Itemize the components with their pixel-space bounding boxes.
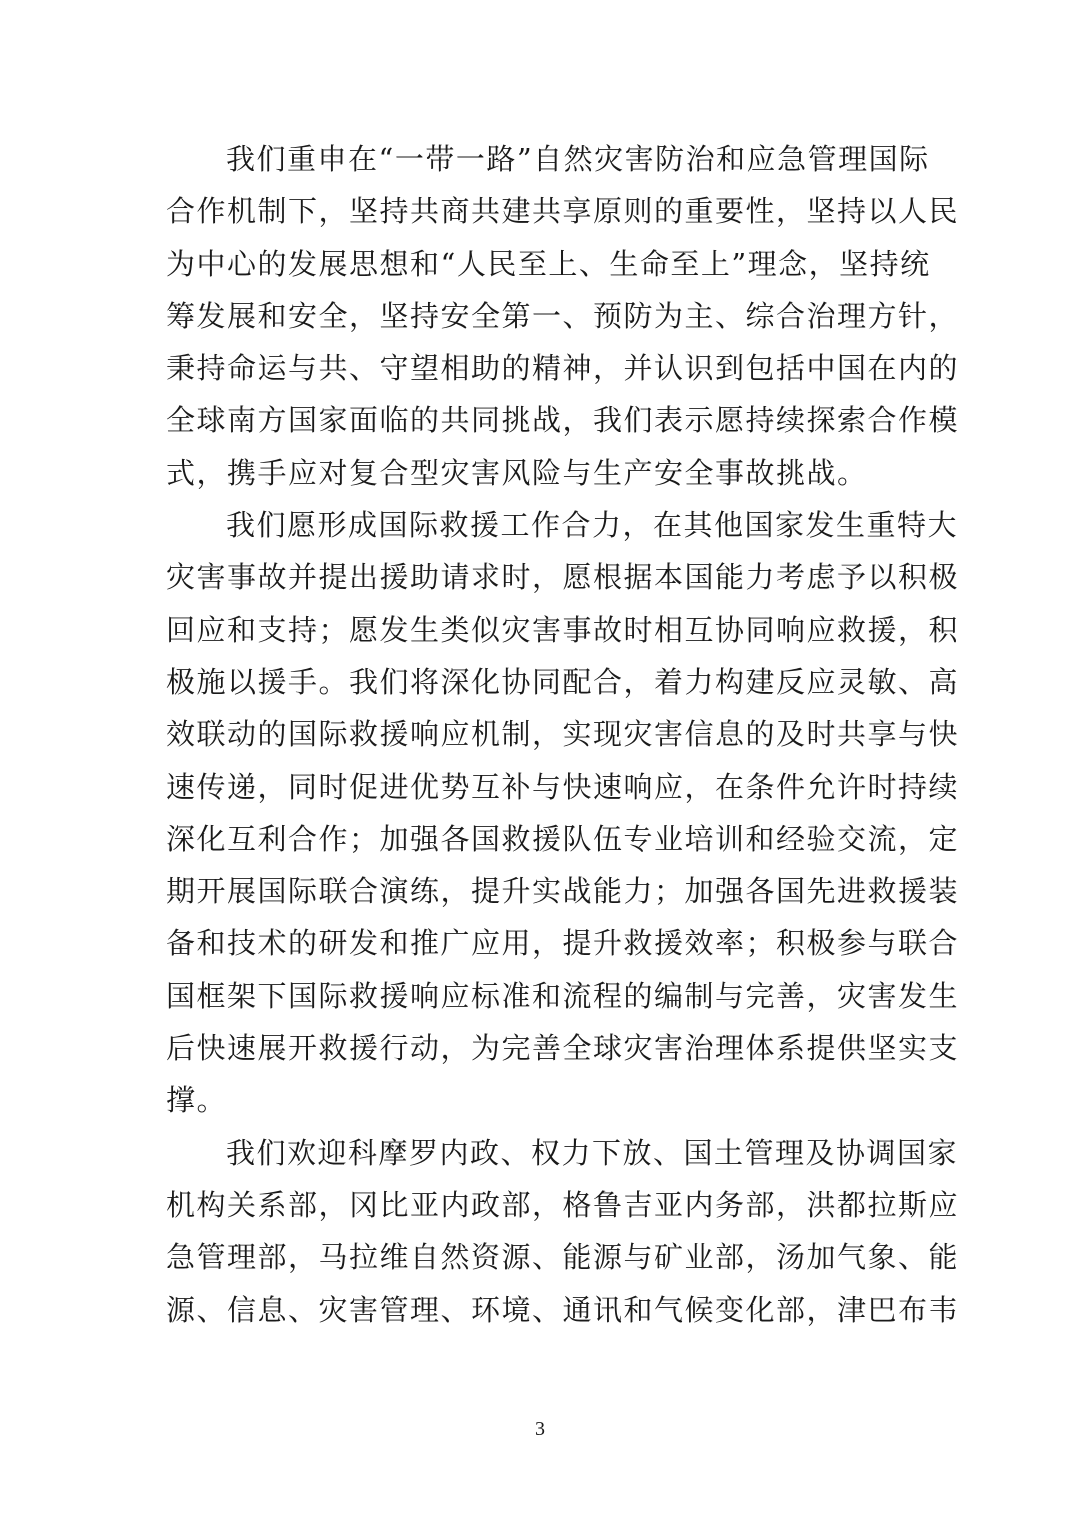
text-line: 式，携手应对复合型灾害风险与生产安全事故挑战。 — [166, 455, 868, 490]
text-line: 秉持命运与共、守望相助的精神，并认识到包括中国在内的 — [166, 351, 960, 386]
paragraph-3 — [166, 1127, 960, 1336]
text-line: 速传递，同时促进优势互补与快速响应，在条件允许时持续 — [166, 769, 960, 804]
text-line: 我们愿形成国际救援工作合力，在其他国家发生重特大 — [226, 508, 959, 543]
text-line: 我们重申在“一带一路”自然灾害防治和应急管理国际 — [226, 142, 930, 176]
text-line: 灾害事故并提出援助请求时，愿根据本国能力考虑予以积极 — [166, 560, 960, 595]
text-line: 筹发展和安全，坚持安全第一、预防为主、综合治理方针， — [166, 298, 960, 333]
text-line: 为中心的发展思想和“人民至上、生命至上”理念，坚持统 — [166, 246, 931, 281]
text-line: 深化互利合作；加强各国救援队伍专业培训和经验交流，定 — [166, 821, 960, 856]
text-line: 后快速展开救援行动，为完善全球灾害治理体系提供坚实支 — [166, 1031, 960, 1066]
text-line: 合作机制下，坚持共商共建共享原则的重要性，坚持以人民 — [166, 194, 960, 229]
paragraph-2 — [166, 499, 960, 1127]
text-line: 撑。 — [166, 1083, 228, 1118]
body-text — [166, 133, 960, 1336]
text-line: 备和技术的研发和推广应用，提升救援效率；积极参与联合 — [166, 926, 960, 961]
text-line: 我们欢迎科摩罗内政、权力下放、国土管理及协调国家 — [226, 1135, 959, 1170]
text-line: 机构关系部，冈比亚内政部，格鲁吉亚内务部，洪都拉斯应 — [166, 1187, 960, 1222]
text-line: 回应和支持；愿发生类似灾害事故时相互协同响应救援，积 — [166, 612, 960, 647]
text-line: 国框架下国际救援响应标准和流程的编制与完善，灾害发生 — [166, 978, 960, 1013]
text-line: 源、信息、灾害管理、环境、通讯和气候变化部，津巴布韦 — [166, 1292, 960, 1327]
text-line: 极施以援手。我们将深化协同配合，着力构建反应灵敏、高 — [166, 664, 960, 699]
text-line: 期开展国际联合演练，提升实战能力；加强各国先进救援装 — [166, 874, 960, 909]
text-line: 全球南方国家面临的共同挑战，我们表示愿持续探索合作模 — [166, 403, 960, 438]
text-line: 急管理部，马拉维自然资源、能源与矿业部，汤加气象、能 — [166, 1240, 960, 1275]
text-line: 效联动的国际救援响应机制，实现灾害信息的及时共享与快 — [166, 717, 960, 752]
page-number: 3 — [535, 1418, 545, 1440]
paragraph-1 — [166, 133, 960, 499]
